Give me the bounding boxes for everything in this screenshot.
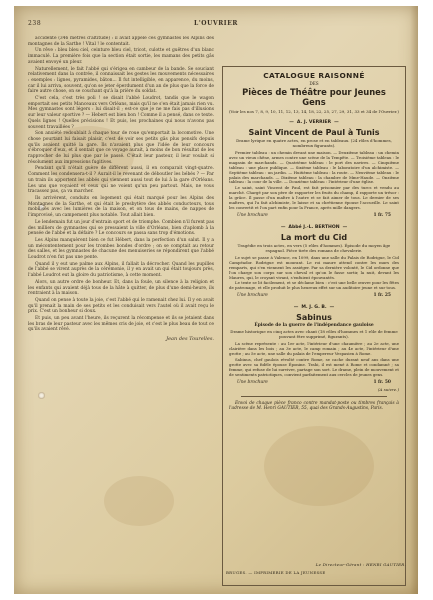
play-subtitle: Épisode de la guerre de l'indépendance gauloise	[254, 323, 374, 329]
story-paragraph: Et puis, un peu avant l'heure, ils reçurent la récompense et ils se jetaient dans les bras de leur pasteur avec les mêmes cris de joie, et c'est le plus beau de tout ce qu'ils avaient rêvé.	[28, 316, 214, 333]
page-edge-shadow	[410, 6, 418, 594]
running-header	[28, 20, 404, 32]
play-description-paragraph: Le saint, saint Vincent de Paul, est fait prisonnier par des turcs et vendu au marché. Chargé par son père de rapporter les fruits du champ, il rapporte un trésor : la grâce. Il passe d'un maître à l'autre et se fait aimer de tous. Le dernier de ses maîtres, qui l'a fait alchimiste, le laisse et sa chrétienne épouse l'accueille. Le saint les convertit et l'on part enfin pour la France, après mille dangers.	[229, 185, 399, 210]
publisher-credit: Le Directeur-Gérant : HENRI GAUTIER.	[315, 562, 406, 567]
story-paragraph: Alors, un autre ordre de bonheur. Et, dans la foule, un silence à la religion et les enfants qui avaient déjà tous de la hâte à quitter, de plus d'une demi-heure, ils rentraient à la maison.	[28, 279, 214, 297]
story-paragraph: accidenté (346 mètres d'altitude) : il avait appelé ces gymnastes les Alpins des montagnes de la Sarthe ! Vital ! le contentait.	[28, 36, 214, 47]
page-number: 238	[28, 20, 42, 27]
price-value: 1 fr. 25	[373, 293, 391, 299]
story-paragraph: Quand on pense à toute la joie, c'est l'abbé qui le ramenait chez lui. Il y en avait qu'il prenait la main de ses petits et les conduisait vers l'autel où il avait reçu le prix. C'est un bonheur si doux.	[28, 297, 214, 315]
price-label: Une brochure	[237, 212, 268, 218]
story-paragraph: Un rêve : bleu bleu ciel, ceinture bleu ciel, tricot, culotte et guêtres d'un blanc immaculé. La première fois que la section était sortie, les mamans des petits gâs avaient envoyé un pleur.	[28, 48, 214, 65]
play-price	[229, 293, 399, 299]
newspaper-page	[14, 6, 418, 594]
play-title: Saint Vincent de Paul à Tunis	[248, 128, 380, 137]
journal-title: L'OUVRIER	[194, 20, 238, 27]
price-value: 1 fr. 50	[373, 379, 391, 385]
play-description-paragraph: Sabinus, chef gaulois révolté contre Rome, se cache durant neuf ans dans une grotte avec sa fidèle épouse Éponine. Trahi, il est mené à Rome et condamné ; sa femme, qui refuse de lui survivre, partage son sort. Le drame, plein de mouvement et de sentiments patriotiques, convient parfaitement aux cercles de jeunes gens.	[229, 356, 399, 377]
play-price	[229, 380, 399, 386]
catalogue-box	[222, 66, 406, 586]
page-footer	[226, 562, 406, 582]
catalogue-subtitle: Pièces de Théâtre pour Jeunes Gens	[242, 87, 386, 107]
catalogue-title: CATALOGUE RAISONNÉ	[263, 71, 365, 80]
play-description-paragraph: La scène représente : au 1er acte, l'intérieur d'une chaumière ; au 2e acte, une clairière dans les bois ; au 3e acte, le camp romain ; au 4e acte, l'intérieur d'une grotte ; au 5e acte, une salle du palais de l'empereur Vespasien à Rome.	[229, 341, 399, 357]
play-meta: Drame lyrique en quatre actes, en prose et en tableaux. (24 rôles d'hommes, nombreux figurants).	[236, 138, 392, 148]
play-price	[229, 213, 399, 219]
divider	[241, 396, 387, 397]
continued-note: (A suivre.)	[378, 386, 399, 392]
catalogue-connector: DES	[309, 81, 319, 86]
play-description-paragraph: Le texte se lit facilement, et se déclame bien : c'est une belle œuvre pour les fêtes de patronage, et elle produit le plus heureux effet sur un auditoire jeune et sur tous.	[229, 280, 399, 291]
story-paragraph: C'est cela, c'est très poli ! se disait l'abbé Loudrot, tandis que le wagon emportait ses petits Manceaux vers Orléans, mais qu'il ne s'en était jamais rien vu. Mes gymnastes sont légers : lui disait-il ; est-ce que je ne me fais pas d'illusions sur leur valeur sportive ? — Hebert est bien bon ! Comme il a pensé, dans ce texte. Quels lignes ! Quelles précisions ! Et puis, les prochaines qui nous n'avons pas souvent travaillées ?	[28, 96, 214, 130]
story-paragraph: Ils arrivèrent, conduits en logement qui était marqué pour les Alpins des Montagnes de la Sarthe, et qui était le presbytère des abbés conducteurs, tous mobilisés avec les lumières de la maison, et on tous de mains, de nappes de l'improvisé, un campement plus notable. Tout allait bien.	[28, 195, 214, 219]
play-description-paragraph: Le sujet se passe à Valence, en 1099, dans une salle du Palais de Rodrigue, le Cid Campéador. Rodrigue est mourant. Le roi maure attend contre les murs des remparts, qui s'en viennent les assiéger. Par sa dernière volonté, le Cid ordonne que l'on charge son corps sur son cheval et qu'on le fasse sortir, la nuit, devant les Maures, qui, le croyant vivant, s'enfuient épouvantés.	[229, 254, 399, 280]
play-author: — Abbé J.-L. BERTHON —	[229, 225, 399, 230]
play-description	[229, 342, 399, 377]
price-value: 1 fr. 75	[373, 212, 391, 218]
play-title: Sabinus	[296, 313, 332, 323]
story-signoff: Jean des Tourelles.	[166, 336, 214, 343]
play-meta: Drame historique en cinq actes avec chant (18 rôles d'hommes et 1 rôle de femme pouvant être supprimé, figurants).	[230, 329, 398, 340]
play-author: — A. J. VERRIER —	[229, 120, 399, 125]
play-description	[229, 151, 399, 211]
story-paragraph: Son anxiété redoublait à chaque tour de roue qu'emportait la locomotive. Une chose pourtant lui faisait plaisir, c'est de voir ses petits gâs plus pensifs depuis qu'ils avaient quitté la gare. Ils n'avaient plus que l'idée de leur concours s'ébroquer d'eux, et il sentait que ce voyage aurait, à moins de bon résultat de les rapprocher de lui plus que par le passé. C'était leur pasteur, il leur voulait si résolument aux impressions fugitives.	[28, 131, 214, 165]
play-meta: Tragédie en trois actes, en vers (5 rôles d'hommes). Épisode du moyen âge espagnol. Pièce tirée des romans de chevalerie.	[237, 242, 391, 253]
story-paragraph: Les Alpins manquèrent bien ce fut Hébert, dans la perfection d'un salut. Il y a un mécontentement pour les trombes bondes d'ordre ; on se comptait au retour des salles, et les gymnastes de chacune des menuiseries se répondirent que l'abbé Loudrot n'en fut pas une pente.	[28, 237, 214, 261]
ordering-notice: Envoi de chaque pièce franco contre mandat-poste ou timbres français à l'adresse de M. Henri GAUTIER, 55, quai des Grands-Augustins, Paris.	[229, 400, 399, 411]
price-label: Une brochure	[237, 293, 268, 299]
catalogue-issue-list: (Voir les nos 7, 8, 9, 10, 11, 12, 13, 14, 18, 22, 25, 27, 29, 31, 33 et 34 de l'Ouvrier.)	[229, 109, 399, 114]
play-author: — M. J. G. B. —	[229, 305, 399, 310]
story-paragraph: Naturellement, le fait l'abbé qui s'érigea en cambeur de la bande. Se souciant relativement dans la contrée, il connaissait les gestes les mouvements nécessaires : exemples : lignes, pyramides, bâton... Il fut intelligible, en apparence, du moins, car il lui arriva, souvent, qu'on se jeter éperdument d'un an de plus que la force de faire autre chose, on se couchant qu'à la prière du soldat.	[28, 66, 214, 95]
story-paragraph: Le lendemain fut un jour d'entrain sport et de triomphe. Combien n'il furent pas des milliers de gymnastes qui se pressaient la ville d'Orléans, bien d'aplomb à la pensée de l'abbé et la défaire ? Le concours se passa sans trop d'émotions.	[28, 219, 214, 237]
story-column	[28, 36, 214, 582]
play-description-paragraph: Premier tableau : un chemin devant une maison. — Deuxième tableau : un chemin avec un vieux chêne, armes contre une scène de la Tempête. — Troisième tableau : le magasin de marchands. — Quatrième tableau : le port des navires. — Cinquième tableau : une place publique. — Sixième tableau : le laboratoire d'un alchimiste. — Septième tableau : un jardin. — Huitième tableau : la route. — Neuvième tableau : le palais des marchands. — Dixième tableau : la chambre de Mme-Haude. — Onzième tableau : la cour de la ville. — Douzième tableau : l'intérieur d'une église.	[229, 150, 399, 185]
story-paragraph: Quand il y eut une palme aux Alpins, il fallait la décrocher. Quand les pupilles de l'abbé se virent auprès de la cérémonie, il y en avait un qui était toujours près, l'abbé Loudrot eut la gloire du patriotisme, à cette moment.	[28, 261, 214, 279]
play-description	[229, 256, 399, 291]
play-title: La mort du Cid	[280, 232, 348, 242]
printer-credit: BRUGES. — IMPRIMERIE DE LA JEUNESSE	[226, 570, 326, 575]
price-label: Une brochure	[237, 379, 268, 385]
story-paragraph: Pendant qu'il n'était guère de différent aussi, il en comparait vingt-quatre. Comment les condensera-t-il ? Aurait-il le revenant de déboutler les bébés ? — Par un train ils apportent les abbés qui viennent aussi tout de lui à la gare d'Orléans. Les uns que voyaient et ceux qui ne voient qu'un peu partout. Mais, ne vous tracassez pas, ça va marcher.	[28, 166, 214, 195]
